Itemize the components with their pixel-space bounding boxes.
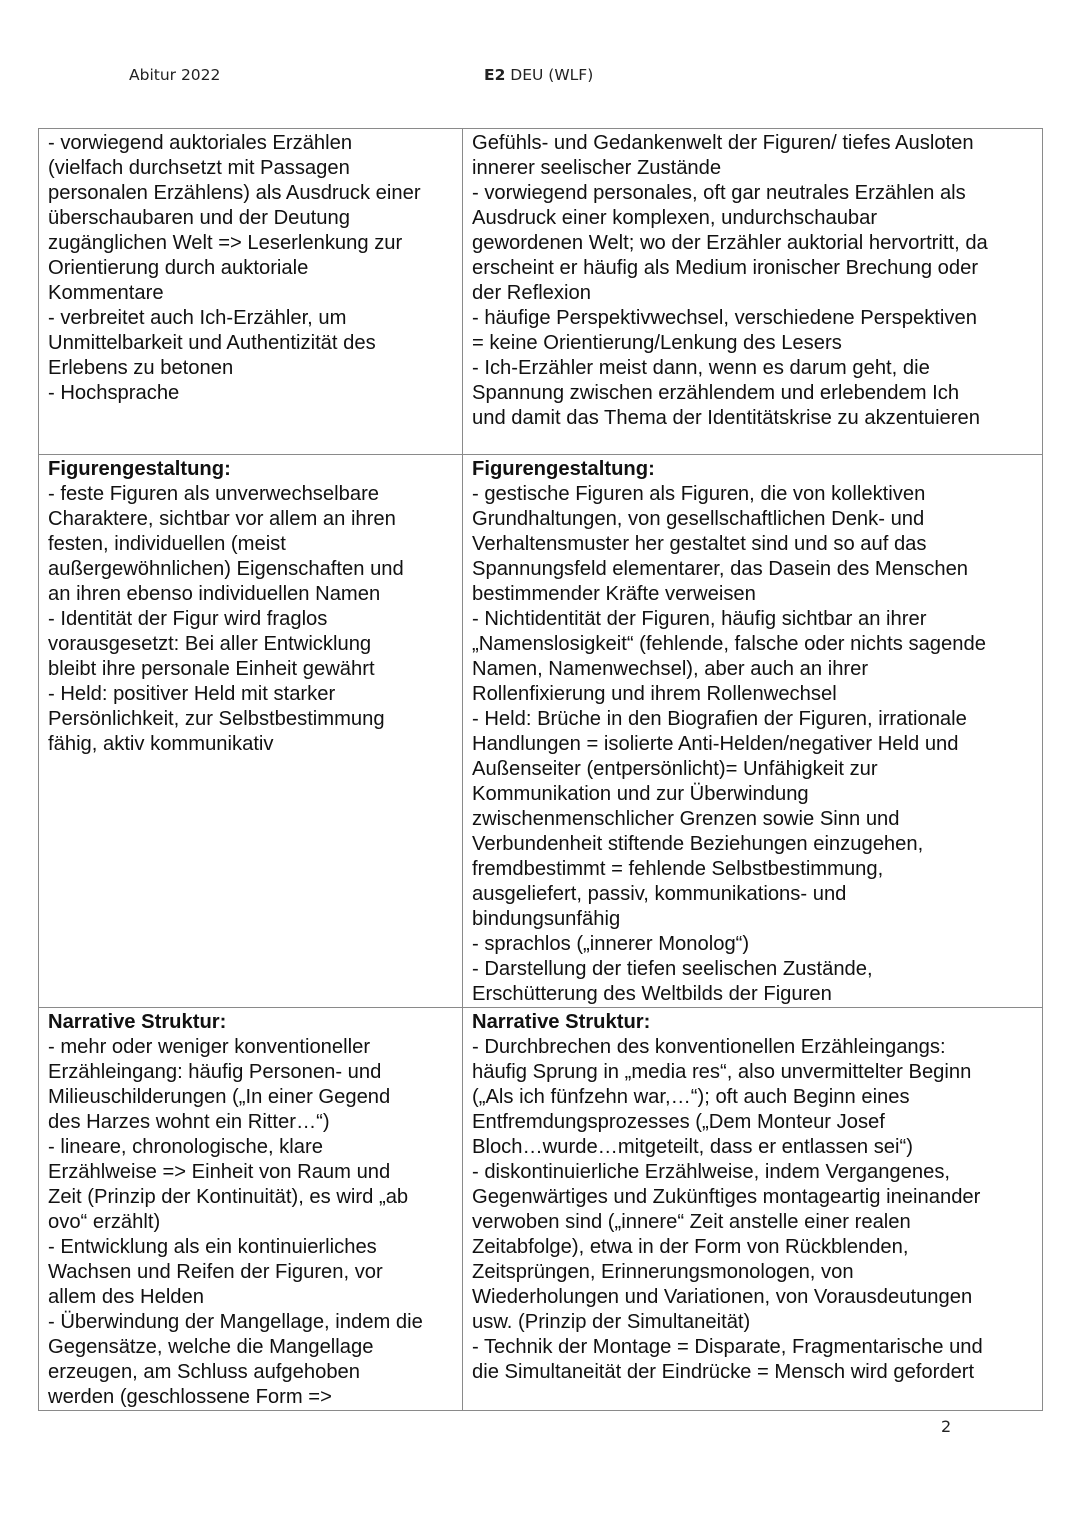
cell-text-line: - Hochsprache (48, 382, 180, 404)
cell-narrative-structure-modern (463, 1008, 1043, 1411)
cell-heading: Figurengestaltung: (48, 458, 231, 480)
cell-text-line: - Held: positiver Held mit starker (48, 683, 336, 705)
cell-text-line: Außenseiter (entpersönlicht)= Unfähigkeit zur (472, 758, 878, 780)
cell-text-line: ausgeliefert, passiv, kommunikations- und (472, 883, 847, 905)
cell-text-line: allem des Helden (48, 1286, 204, 1308)
cell-text-line: personalen Erzählens) als Ausdruck einer (48, 182, 421, 204)
cell-text-line: Spannungsfeld elementarer, das Dasein des Menschen (472, 558, 969, 580)
cell-heading: Figurengestaltung: (472, 458, 655, 480)
cell-text-line: des Harzes wohnt ein Ritter…“) (48, 1111, 330, 1133)
cell-text-line: erscheint er häufig als Medium ironischer Brechung oder (472, 257, 979, 279)
table-row (39, 455, 1043, 1008)
cell-text-line: usw. (Prinzip der Simultaneität) (472, 1311, 751, 1333)
cell-text-line: Charaktere, sichtbar vor allem an ihren (48, 508, 396, 530)
cell-text-line: (vielfach durchsetzt mit Passagen (48, 157, 350, 179)
cell-text-line: überschaubaren und der Deutung (48, 207, 350, 229)
cell-text-line: festen, individuellen (meist (48, 533, 286, 555)
cell-text-line: und damit das Thema der Identitätskrise zu akzentuieren (472, 407, 980, 429)
cell-text-line: ovo“ erzählt) (48, 1211, 161, 1233)
cell-text-line: zugänglichen Welt => Leserlenkung zur (48, 232, 403, 254)
table-row (39, 1008, 1043, 1411)
cell-text-line: der Reflexion (472, 282, 591, 304)
cell-text-line: - feste Figuren als unverwechselbare (48, 483, 380, 505)
cell-text-line: Verhaltensmuster her gestaltet sind und so auf das (472, 533, 927, 555)
table-row (39, 129, 1043, 455)
cell-text-line: bindungsunfähig (472, 908, 621, 930)
cell-text-line: - vorwiegend auktoriales Erzählen (48, 132, 353, 154)
cell-text-line: - sprachlos („innerer Monolog“) (472, 933, 750, 955)
cell-text-line: verwoben sind („innere“ Zeit anstelle einer realen (472, 1211, 911, 1233)
cell-text-line: Persönlichkeit, zur Selbstbestimmung (48, 708, 385, 730)
cell-text-line: - diskontinuierliche Erzählweise, indem Vergangenes, (472, 1161, 951, 1183)
header-course (484, 66, 593, 84)
cell-text-line: Gegensätze, welche die Mangellage (48, 1336, 374, 1358)
cell-narrative-structure-traditional (39, 1008, 463, 1411)
cell-text-line: Zeitsprüngen, Erinnerungsmonologen, von (472, 1261, 854, 1283)
cell-heading: Narrative Struktur: (48, 1011, 227, 1033)
cell-text-line: Namen, Namenwechsel), aber auch an ihrer (472, 658, 869, 680)
cell-text-line: - Entwicklung als ein kontinuierliches (48, 1236, 377, 1258)
cell-figure-design-traditional (39, 455, 463, 1008)
cell-text-line: Erschütterung des Weltbilds der Figuren (472, 983, 832, 1005)
cell-text-line: - Held: Brüche in den Biografien der Figuren, irrationale (472, 708, 967, 730)
cell-text-line: außergewöhnlichen) Eigenschaften und (48, 558, 404, 580)
cell-text-line: Verbundenheit stiftende Beziehungen einzugehen, (472, 833, 924, 855)
cell-text-line: („Als ich fünfzehn war,…“); oft auch Beginn eines (472, 1086, 910, 1108)
header-exam-title: Abitur 2022 (129, 66, 221, 84)
cell-text-line: Erzählweise => Einheit von Raum und (48, 1161, 391, 1183)
cell-text-line: Ausdruck einer komplexen, undurchschaubar (472, 207, 878, 229)
header-course-rest: DEU (WLF) (505, 66, 594, 84)
cell-text-line: fremdbestimmt = fehlende Selbstbestimmung, (472, 858, 884, 880)
cell-text-line: - Technik der Montage = Disparate, Fragmentarische und (472, 1336, 983, 1358)
cell-text-line: Erlebens zu betonen (48, 357, 234, 379)
cell-text-line: Rollenfixierung und ihrem Rollenwechsel (472, 683, 837, 705)
cell-figure-design-modern (463, 455, 1043, 1008)
cell-text-line: erzeugen, am Schluss aufgehoben (48, 1361, 360, 1383)
cell-narrative-perspective-traditional (39, 129, 463, 455)
cell-text-line: Kommentare (48, 282, 164, 304)
cell-text-line: Handlungen = isolierte Anti-Helden/negativer Held und (472, 733, 959, 755)
cell-text-line: Zeitabfolge), etwa in der Form von Rückblenden, (472, 1236, 909, 1258)
comparison-table (38, 128, 1043, 1411)
cell-text-line: gewordenen Welt; wo der Erzähler auktorial hervortritt, da (472, 232, 988, 254)
cell-text-line: Wachsen und Reifen der Figuren, vor (48, 1261, 383, 1283)
cell-text-line: - Darstellung der tiefen seelischen Zustände, (472, 958, 873, 980)
cell-text-line: Gegenwärtiges und Zukünftiges montageartig ineinander (472, 1186, 981, 1208)
cell-text-line: = keine Orientierung/Lenkung des Lesers (472, 332, 842, 354)
cell-text-line: - verbreitet auch Ich-Erzähler, um (48, 307, 347, 329)
cell-text-line: fähig, aktiv kommunikativ (48, 733, 274, 755)
cell-text-line: Spannung zwischen erzählendem und erlebendem Ich (472, 382, 960, 404)
cell-text-line: Bloch…wurde…mitgeteilt, dass er entlassen sei“) (472, 1136, 913, 1158)
cell-text-line: - lineare, chronologische, klare (48, 1136, 323, 1158)
cell-text-line: - Durchbrechen des konventionellen Erzähleingangs: (472, 1036, 946, 1058)
cell-text-line: - häufige Perspektivwechsel, verschiedene Perspektiven (472, 307, 977, 329)
page-number: 2 (941, 1417, 952, 1436)
cell-text-line: Unmittelbarkeit und Authentizität des (48, 332, 376, 354)
cell-text-line: „Namenslosigkeit“ (fehlende, falsche oder nichts sagende (472, 633, 986, 655)
cell-text-line: - Nichtidentität der Figuren, häufig sichtbar an ihrer (472, 608, 927, 630)
cell-heading: Narrative Struktur: (472, 1011, 651, 1033)
cell-text-line: bestimmender Kräfte verweisen (472, 583, 756, 605)
header-course-code: E2 (484, 66, 506, 84)
cell-text-line: bleibt ihre personale Einheit gewährt (48, 658, 375, 680)
cell-narrative-perspective-modern (463, 129, 1043, 455)
cell-text-line: werden (geschlossene Form => (48, 1386, 332, 1408)
cell-text-line: vorausgesetzt: Bei aller Entwicklung (48, 633, 372, 655)
cell-text-line: - Ich-Erzähler meist dann, wenn es darum geht, die (472, 357, 930, 379)
cell-text-line: innerer seelischer Zustände (472, 157, 722, 179)
cell-text-line: Wiederholungen und Variationen, von Vorausdeutungen (472, 1286, 973, 1308)
cell-text-line: die Simultaneität der Eindrücke = Mensch wird gefordert (472, 1361, 975, 1383)
cell-text-line: Erzähleingang: häufig Personen- und (48, 1061, 382, 1083)
cell-text-line: Orientierung durch auktoriale (48, 257, 309, 279)
cell-text-line: - vorwiegend personales, oft gar neutrales Erzählen als (472, 182, 966, 204)
cell-text-line: zwischenmenschlicher Grenzen sowie Sinn und (472, 808, 900, 830)
cell-text-line: Grundhaltungen, von gesellschaftlichen Denk- und (472, 508, 925, 530)
cell-text-line: Gefühls- und Gedankenwelt der Figuren/ tiefes Ausloten (472, 132, 974, 154)
cell-text-line: - mehr oder weniger konventioneller (48, 1036, 371, 1058)
cell-text-line: Milieuschilderungen („In einer Gegend (48, 1086, 391, 1108)
cell-text-line: - gestische Figuren als Figuren, die von kollektiven (472, 483, 926, 505)
cell-text-line: - Überwindung der Mangellage, indem die (48, 1311, 423, 1333)
cell-text-line: Entfremdungsprozesses („Dem Monteur Josef (472, 1111, 885, 1133)
cell-text-line: häufig Sprung in „media res“, also unvermittelter Beginn (472, 1061, 972, 1083)
cell-text-line: Kommunikation und zur Überwindung (472, 783, 809, 805)
cell-text-line: an ihren ebenso individuellen Namen (48, 583, 381, 605)
cell-text-line: - Identität der Figur wird fraglos (48, 608, 328, 630)
cell-text-line: Zeit (Prinzip der Kontinuität), es wird „ab (48, 1186, 409, 1208)
